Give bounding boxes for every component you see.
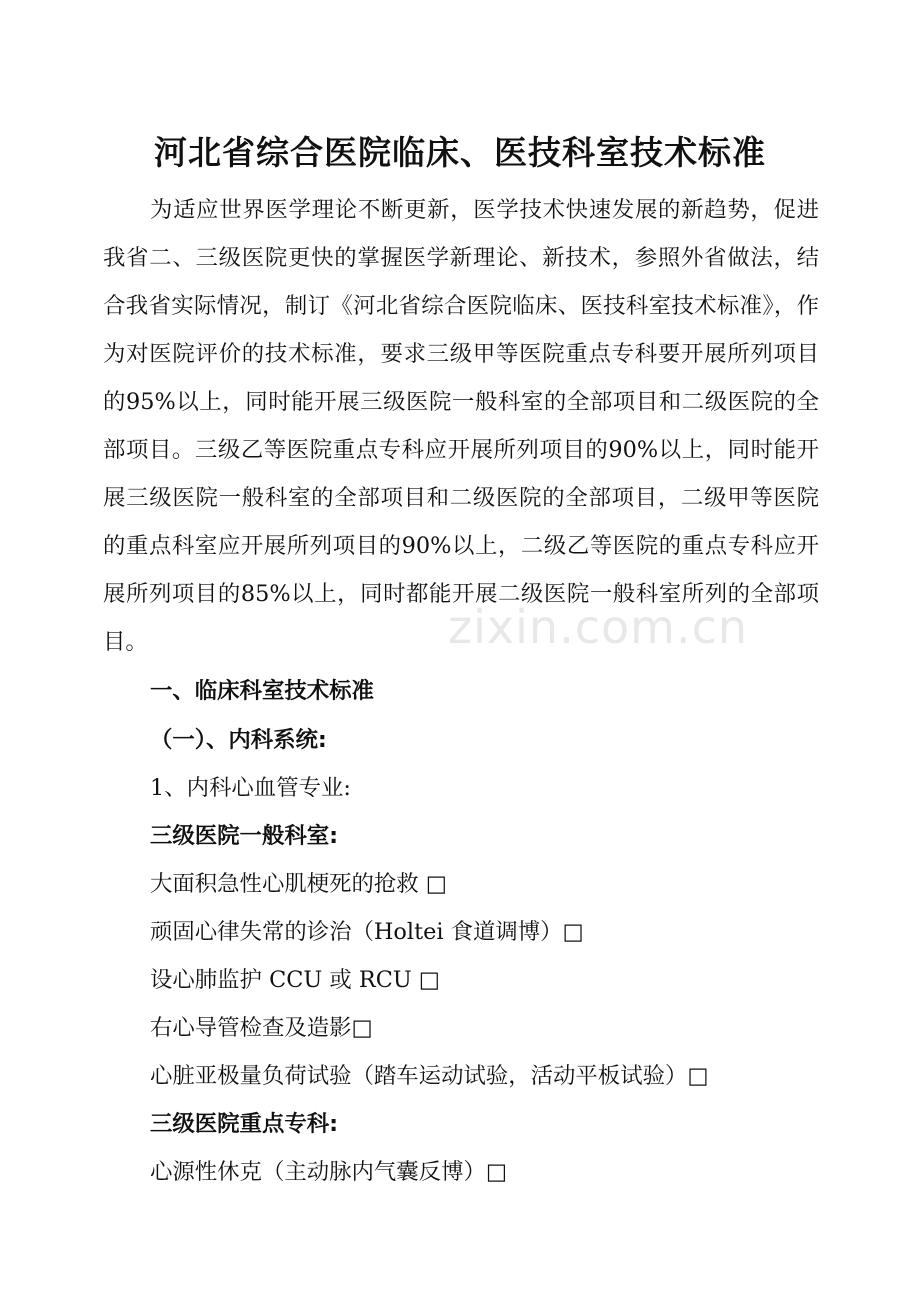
list-item: 顽固心律失常的诊治（Holtei 食道调博）□ [150,919,584,945]
list-item: 心源性休克（主动脉内气囊反博）□ [150,1159,508,1185]
heading-key-specialty: 三级医院重点专科: [150,1111,339,1137]
watermark: zixin.com.cn [448,600,749,654]
intro-paragraph: 为适应世界医学理论不断更新，医学技术快速发展的新趋势，促进我省二、三级医院更快的掌握医学新理论、新技术，参照外省做法，结合我省实际情况，制订《河北省综合医院临床、医技科室技术标准》，作为对医院评价的技术标准，要求三级甲等医院重点专科要开展所列项目的95%以上，同时能开展三级医院一般科室的全部项目和二级医院的全部项目。三级乙等医院重点专科应开展所列项目的90%以上，同时能开展三级医院一般科室的全部项目和二级医院的全部项目，二级甲等医院的重点科室应开展所列项目的90%以上，二级乙等医院的重点专科应开展所列项目的85%以上，同时都能开展二级医院一般科室所列的全部项目。 [103,197,819,655]
list-item: 心脏亚极量负荷试验（踏车运动试验，活动平板试验）□ [150,1063,709,1089]
list-item: 大面积急性心肌梗死的抢救 □ [150,871,447,897]
heading-general-dept: 三级医院一般科室: [150,823,339,849]
section-heading-clinical: 一、临床科室技术标准 [150,678,374,704]
subsection-heading-internal-medicine: （一）、内科系统: [150,727,327,753]
list-item: 右心导管检查及造影□ [150,1015,373,1041]
document-title: 河北省综合医院临床、医技科室技术标准 [154,133,766,172]
item-cardiology: 1、内科心血管专业: [150,775,351,801]
list-item: 设心肺监护 CCU 或 RCU □ [150,967,440,993]
